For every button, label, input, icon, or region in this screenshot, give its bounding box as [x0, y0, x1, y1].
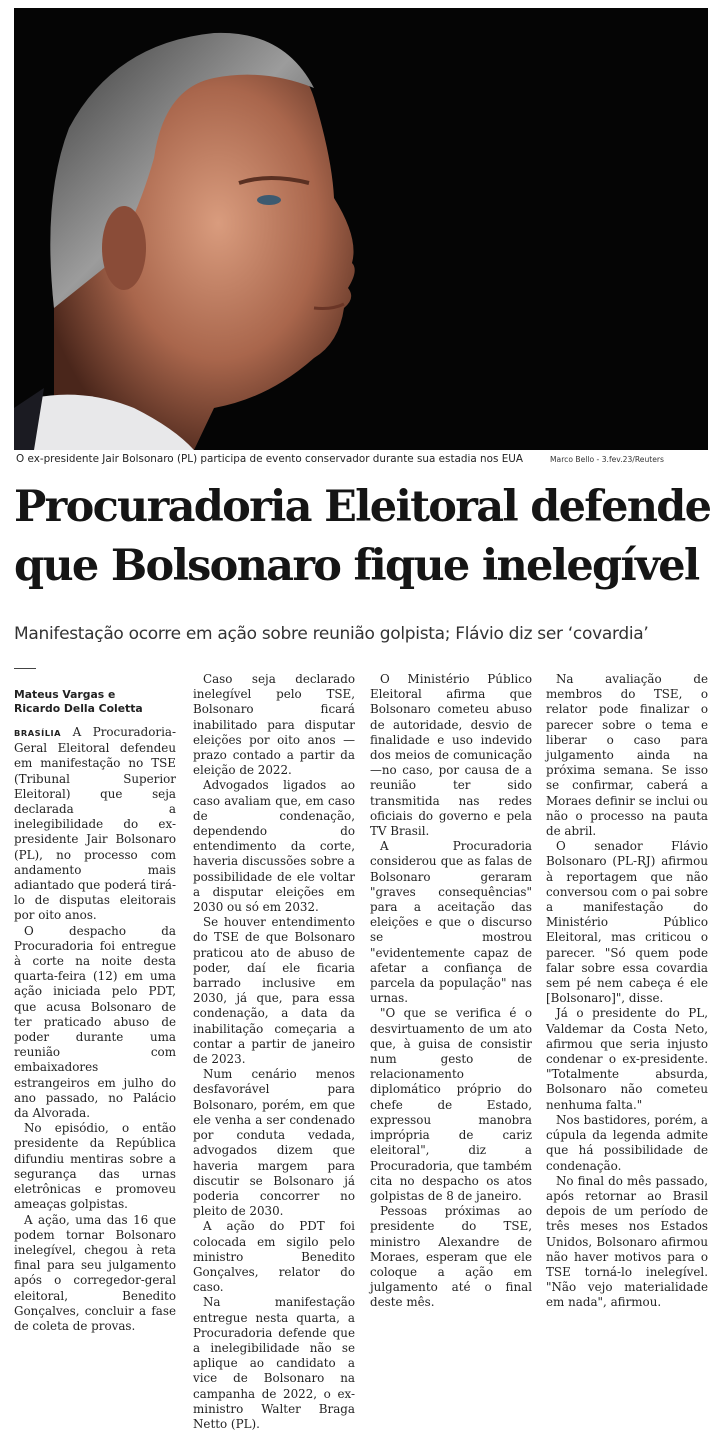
- byline-author-1: Mateus Vargas e: [14, 688, 116, 701]
- subtitle: Manifestação ocorre em ação sobre reunião golpista; Flávio diz ser ‘covardia’: [14, 624, 649, 644]
- paragraph: BRASÍLIA A Procuradoria-Geral Eleitoral defendeu em manifestação no TSE (Tribunal Superior Eleitoral) que seja declarada a inelegibilidade do ex-presidente Jair Bolsonaro (PL), no processo com andamento mais adiantado que poderá tirá-lo de disputas eleitorais por oito anos.: [14, 725, 177, 923]
- byline-author-2: Ricardo Della Coletta: [14, 702, 143, 715]
- paragraph: A ação do PDT foi colocada em sigilo pelo ministro Benedito Gonçalves, relator do caso.: [193, 1219, 355, 1295]
- paragraph: Caso seja declarado inelegível pelo TSE, Bolsonaro ficará inabilitado para disputar eleições por oito anos —prazo contado a partir da eleição de 2022.: [193, 672, 355, 778]
- paragraph: No episódio, o então presidente da República difundiu mentiras sobre a segurança das urnas eletrônicas e promoveu ameaças golpistas.: [14, 1121, 176, 1212]
- caption-text: O ex-presidente Jair Bolsonaro (PL) participa de evento conservador durante sua estadia nos EUA: [16, 453, 523, 465]
- paragraph: Se houver entendimento do TSE de que Bolsonaro praticou ato de abuso de poder, daí ele ficaria barrado inclusive em 2030, já que, para essa condenação, a data da inabilitação começaria a contar a partir de janeiro de 2023.: [193, 915, 355, 1067]
- news-photo: [14, 8, 708, 450]
- portrait-illustration: [14, 8, 708, 450]
- article-column-3: [370, 672, 532, 1311]
- eye-shape: [257, 195, 281, 205]
- headline: [14, 478, 711, 596]
- paragraph: No final do mês passado, após retornar ao Brasil depois de um período de três meses nos Estados Unidos, Bolsonaro afirmou não haver motivos para o TSE torná-lo inelegível. "Não vejo materialidade em nada", afirmou.: [546, 1173, 708, 1310]
- paragraph: Num cenário menos desfavorável para Bolsonaro, porém, em que ele venha a ser condenado por conduta vedada, advogados dizem que haveria margem para discutir se Bolsonaro já poderia concorrer no pleito de 2030.: [193, 1067, 355, 1219]
- paragraph: Nos bastidores, porém, a cúpula da legenda admite que há possibilidade de condenação.: [546, 1112, 708, 1173]
- photo-credit: Marco Bello - 3.fev.23/Reuters: [550, 455, 664, 464]
- paragraph: Já o presidente do PL, Valdemar da Costa Neto, afirmou que seria injusto condenar o ex-presidente. "Totalmente absurda, Bolsonaro não cometeu nenhuma falta.": [546, 1006, 708, 1112]
- paragraph: Na manifestação entregue nesta quarta, a Procuradoria defende que a inelegibilidade não se aplique ao candidato a vice de Bolsonaro na campanha de 2022, o ex-ministro Walter Braga Netto (PL).: [193, 1295, 355, 1431]
- article-column-2: [193, 672, 355, 1432]
- photo-caption: [14, 452, 708, 470]
- paragraph: Advogados ligados ao caso avaliam que, em caso de condenação, dependendo do entendimento da corte, haveria discussões sobre a possibilidade de ele voltar a disputar eleições em 2030 ou só em 2032.: [193, 778, 355, 915]
- byline-rule: [14, 668, 36, 669]
- paragraph: O despacho da Procuradoria foi entregue à corte na noite desta quarta-feira (12) em uma ação iniciada pelo PDT, que acusa Bolsonaro de ter praticado abuso de poder durante uma reunião com embaixadores estrangeiros em julho do ano passado, no Palácio da Alvorada.: [14, 923, 176, 1121]
- article-column-4: [546, 672, 708, 1311]
- dateline: BRASÍLIA: [14, 728, 61, 738]
- paragraph: Pessoas próximas ao presidente do TSE, ministro Alexandre de Moraes, esperam que ele coloque a ação em julgamento até o final deste mês.: [370, 1204, 532, 1310]
- headline-line-1: Procuradoria Eleitoral defende: [14, 482, 711, 532]
- paragraph: Na avaliação de membros do TSE, o relator pode finalizar o parecer sobre o tema e liberar o caso para julgamento ainda na próxima semana. Se isso se confirmar, caberá a Moraes definir se inclui ou não o processo na pauta de abril.: [546, 672, 708, 839]
- ear-shape: [102, 206, 146, 290]
- paragraph: O senador Flávio Bolsonaro (PL-RJ) afirmou à reportagem que não conversou com o pai sobre a manifestação do Ministério Público Eleitoral, mas criticou o parecer. "Só quem pode falar sobre essa covardia sem pé nem cabeça é ele [Bolsonaro]", disse.: [546, 839, 708, 1006]
- article-column-1: [14, 688, 176, 1334]
- paragraph: A Procuradoria considerou que as falas de Bolsonaro geraram "graves consequências" para a aceitação das eleições e que o discurso se mostrou "evidentemente capaz de afetar a confiança de parcela da população" nas urnas.: [370, 839, 532, 1006]
- headline-line-2: que Bolsonaro fique inelegível: [14, 541, 699, 591]
- byline: [14, 688, 176, 716]
- paragraph: O Ministério Público Eleitoral afirma que Bolsonaro cometeu abuso de autoridade, desvio de finalidade e uso indevido dos meios de comunicação —no caso, por causa de a reunião ter sido transmitida nas redes oficiais do governo e pela TV Brasil.: [370, 672, 532, 839]
- paragraph: "O que se verifica é o desvirtuamento de um ato que, à guisa de consistir num gesto de relacionamento diplomático próprio do chefe de Estado, expressou manobra imprópria de cariz eleitoral", diz a Procuradoria, que também cita no despacho os atos golpistas de 8 de janeiro.: [370, 1006, 532, 1203]
- paragraph: A ação, uma das 16 que podem tornar Bolsonaro inelegível, chegou à reta final para seu julgamento após o corregedor-geral eleitoral, Benedito Gonçalves, concluir a fase de coleta de provas.: [14, 1212, 176, 1333]
